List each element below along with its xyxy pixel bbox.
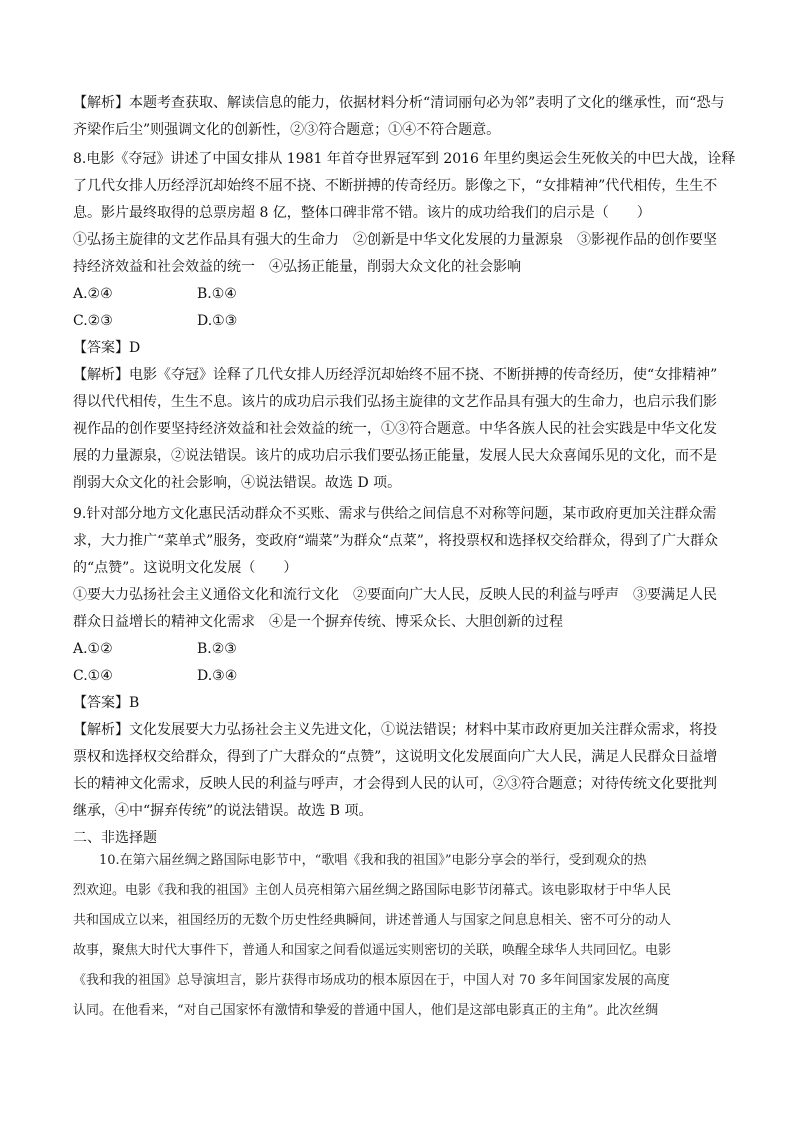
question-10: [73, 846, 727, 1026]
section-title: 二、非选择题: [73, 830, 157, 846]
question-9: [73, 501, 723, 852]
q8-option-a: A.②④: [73, 286, 113, 302]
q10-line: 10.在第六届丝绸之路国际电影节中，“歌唱《我和我的祖国》”电影分享会的举行，受到观众的热: [99, 853, 647, 868]
q8-option-d: D.①③: [197, 313, 238, 329]
q9-answer: 【答案】B: [73, 695, 140, 711]
q8-stem-line: 息。影片最终取得的总票房超 8 亿，整体口碑非常不错。该片的成功给我们的启示是（ ）: [73, 205, 651, 221]
q10-line: 故事，聚焦大时代大事件下，普通人和国家之间看似遥远实则密切的关联，唤醒全球华人共同回忆。电影: [73, 943, 672, 958]
q9-option-b: B.②③: [197, 641, 237, 657]
q8-analysis-line: 得以代代相传，生生不息。该片的成功启示我们弘扬主旋律的文艺作品具有强大的生命力，也启示我们影: [73, 394, 717, 410]
text-line: 齐梁作后尘”则强调文化的创新性，②③符合题意；①④不符合题意。: [73, 122, 501, 138]
q9-statement-line: ①要大力弘扬社会主义通俗文化和流行文化 ②要面向广大人民，反映人民的利益与呼声 ③要满足人民: [73, 587, 717, 603]
q9-stem-line: 9.针对部分地方文化惠民活动群众不买账、需求与供给之间信息不对称等问题，某市政府更加关注群众需: [73, 506, 717, 522]
q9-options-row: [73, 663, 723, 690]
q9-option-c: C.①④: [73, 668, 113, 684]
q9-analysis-line: 长的精神文化需求，反映人民的利益与呼声，才会得到人民的认可，②③符合题意；对待传统文化要批判: [73, 776, 717, 792]
q8-analysis-line: 削弱大众文化的社会影响，④说法错误。故选 D 项。: [73, 475, 402, 491]
q8-option-b: B.①④: [197, 286, 237, 302]
q8-answer: 【答案】D: [73, 340, 141, 356]
q9-option-a: A.①②: [73, 641, 113, 657]
q9-stem-line: 的“点赞”。这说明文化发展（ ）: [73, 560, 298, 576]
q8-analysis-line: 视作品的创作要坚持经济效益和社会效益的统一，①③符合题意。中华各族人民的社会实践是中华文化发: [73, 421, 717, 437]
q9-stem-line: 求，大力推广“菜单式”服务，变政府“端菜”为群众“点菜”，将投票权和选择权交给群众，得到了广大群众: [73, 533, 718, 549]
q8-options-row: [73, 308, 723, 335]
q9-option-d: D.③④: [197, 668, 238, 684]
q8-option-c: C.②③: [73, 313, 113, 329]
q8-stem-line: 了几代女排人历经浮沉却始终不屈不挠、不断拼搏的传奇经历。影像之下，“女排精神”代代相传，生生不: [73, 178, 718, 194]
q8-stem-line: 8.电影《夺冠》讲述了中国女排从 1981 年首夺世界冠军到 2016 年里约奥运会生死攸关的中巴大战，诠释: [73, 151, 736, 167]
q9-analysis-line: 【解析】文化发展要大力弘扬社会主义先进文化，①说法错误；材料中某市政府更加关注群众需求，将投: [73, 722, 717, 738]
q8-analysis-line: 【解析】电影《夺冠》诠释了几代女排人历经浮沉却始终不屈不挠、不断拼搏的传奇经历，使“女排精神”: [73, 367, 718, 383]
q8-analysis-line: 展的力量源泉，②说法错误。该片的成功启示我们要弘扬正能量，发展人民大众喜闻乐见的文化，而不是: [73, 448, 717, 464]
q7-analysis: [73, 90, 723, 144]
q10-line: 共和国成立以来，祖国经历的无数个历史性经典瞬间，讲述普通人与国家之间息息相关、密不可分的动人: [73, 913, 672, 928]
q8-options-row: [73, 281, 723, 308]
q9-statement-line: 群众日益增长的精神文化需求 ④是一个摒弃传统、博采众长、大胆创新的过程: [73, 614, 563, 630]
q9-options-row: [73, 636, 723, 663]
q10-line: 认同。在他看来，“对自己国家怀有激情和挚爱的普通中国人，他们是这部电影真正的主角”。此次丝绸: [73, 1003, 659, 1018]
text-line: 【解析】本题考查获取、解读信息的能力，依据材料分析“清词丽句必为邻”表明了文化的继承性，而“恐与: [73, 95, 725, 111]
question-8: [73, 146, 736, 497]
q8-statement-line: ①弘扬主旋律的文艺作品具有强大的生命力 ②创新是中华文化发展的力量源泉 ③影视作品的创作要坚: [73, 232, 717, 248]
q9-analysis-line: 票权和选择权交给群众，得到了广大群众的“点赞”，这说明文化发展面向广大人民，满足人民群众日益增: [73, 749, 718, 765]
q9-analysis-line: 继承，④中“摒弃传统”的说法错误。故选 B 项。: [73, 803, 373, 819]
q8-statement-line: 持经济效益和社会效益的统一 ④弘扬正能量，削弱大众文化的社会影响: [73, 259, 521, 275]
q10-line: 《我和我的祖国》总导演坦言，影片获得市场成功的根本原因在于，中国人对 70 多年间国家发展的高度: [73, 973, 670, 988]
q10-line: 烈欢迎。电影《我和我的祖国》主创人员亮相第六届丝绸之路国际电影节闭幕式。该电影取材于中华人民: [73, 883, 672, 898]
